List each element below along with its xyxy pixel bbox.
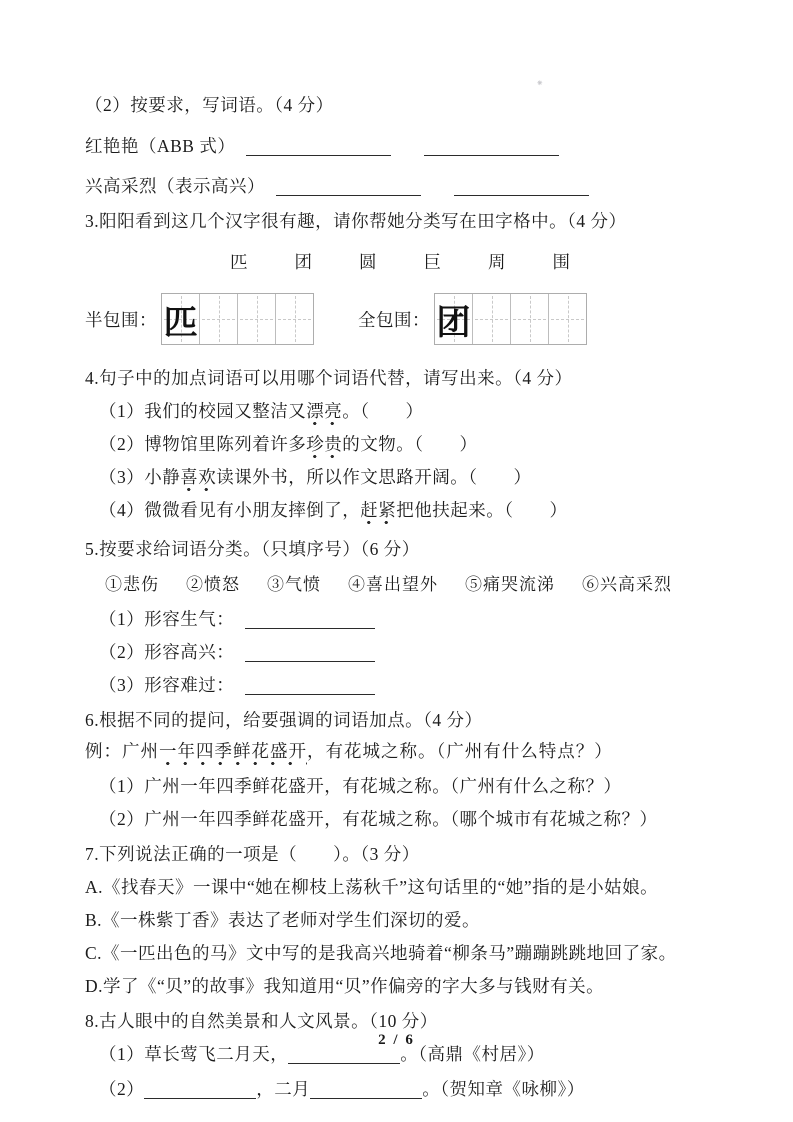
dotted-phrase: 一年四季鲜花盛开 bbox=[159, 741, 307, 761]
character: 圆 bbox=[359, 252, 377, 272]
abb-word-line bbox=[85, 134, 715, 159]
q7-option-b: B.《一株紫丁香》表达了老师对学生们深切的爱。 bbox=[85, 910, 481, 930]
character: 团 bbox=[294, 252, 312, 272]
q7-option-c: C.《一匹出色的马》文中写的是我高兴地骑着“柳条马”蹦蹦跳跳地回了家。 bbox=[85, 943, 677, 963]
q4-item: （1）我们的校园又整洁又漂亮。（ ） bbox=[99, 401, 424, 421]
q3-title: 3.阳阳看到这几个汉字很有趣，请你帮她分类写在田字格中。（4 分） bbox=[85, 211, 627, 231]
character: 周 bbox=[488, 252, 506, 272]
q4-title: 4.句子中的加点词语可以用哪个词语代替，请写出来。（4 分） bbox=[85, 368, 573, 388]
answer-blank bbox=[245, 647, 375, 662]
answer-blank bbox=[246, 141, 391, 156]
answer-blank bbox=[245, 680, 375, 695]
tianzige-cell bbox=[237, 294, 275, 344]
q5-item: （3）形容难过： bbox=[85, 673, 715, 698]
happy-label: 兴高采烈（表示高兴） bbox=[85, 176, 265, 196]
q8-item: （1）草长莺飞二月天， 。（高鼎《村居》） bbox=[99, 1044, 545, 1064]
q7-title: 7.下列说法正确的一项是（ ）。（3 分） bbox=[85, 844, 420, 864]
q4-item: （4）微微看见有小朋友摔倒了，赶紧把他扶起来。（ ） bbox=[99, 500, 568, 520]
tianzige-cell bbox=[548, 294, 586, 344]
semi-enclosed-label: 半包围： bbox=[85, 309, 157, 330]
answer-blank bbox=[424, 141, 559, 156]
q5-item: （2）形容高兴： bbox=[85, 640, 715, 665]
dotted-word: 珍贵 bbox=[306, 434, 343, 454]
dotted-word: 漂亮 bbox=[306, 401, 343, 421]
word-option: ⑤痛哭流涕 bbox=[465, 575, 555, 594]
q6-item: （1）广州一年四季鲜花盛开，有花城之称。（广州有什么之称？） bbox=[99, 776, 622, 796]
q8-item: （2） ，二月 。（贺知章《咏柳》） bbox=[99, 1079, 585, 1099]
tianzige-cell bbox=[162, 294, 199, 344]
tianzige-grid-full bbox=[434, 293, 587, 345]
happy-word-line bbox=[85, 174, 715, 199]
q8-title: 8.古人眼中的自然美景和人文风景。（10 分） bbox=[85, 1011, 438, 1031]
tianzige-grid-semi bbox=[161, 293, 314, 345]
word-option: ③气愤 bbox=[267, 575, 321, 594]
character: 围 bbox=[552, 252, 570, 272]
answer-blank bbox=[288, 1049, 400, 1064]
word-option: ④喜出望外 bbox=[348, 575, 438, 594]
word-option: ⑥兴高采烈 bbox=[582, 575, 672, 594]
written-character: 匹 bbox=[163, 304, 198, 342]
answer-blank bbox=[245, 614, 375, 629]
character: 巨 bbox=[423, 252, 441, 272]
tianzige-cell bbox=[275, 294, 313, 344]
word-option: ①悲伤 bbox=[105, 575, 159, 594]
tianzige-cell bbox=[510, 294, 548, 344]
answer-blank bbox=[454, 181, 589, 196]
q6-title: 6.根据不同的提问，给要强调的词语加点。（4 分） bbox=[85, 710, 483, 730]
q7-option-d: D.学了《“贝”的故事》我知道用“贝”作偏旁的字大多与钱财有关。 bbox=[85, 976, 605, 996]
q5-item: （1）形容生气： bbox=[85, 607, 715, 632]
q7-option-a: A.《找春天》一课中“她在柳枝上荡秋千”这句话里的“她”指的是小姑娘。 bbox=[85, 877, 659, 897]
character: 匹 bbox=[230, 252, 248, 272]
q6-example: 例：广州一年四季鲜花盛开，有花城之称。（广州有什么特点？） bbox=[85, 741, 613, 761]
abb-label: 红艳艳（ABB 式） bbox=[85, 136, 236, 156]
q4-item: （3）小静喜欢读课外书，所以作文思路开阔。（ ） bbox=[99, 467, 532, 487]
page-number: 2 / 6 bbox=[378, 1032, 415, 1048]
faint-mark: ⁕ bbox=[536, 78, 544, 88]
written-character: 团 bbox=[436, 304, 471, 342]
tianzige-cell bbox=[472, 294, 510, 344]
dotted-word: 喜欢 bbox=[180, 467, 217, 487]
tianzige-row bbox=[85, 292, 715, 346]
q5-title: 5.按要求给词语分类。（只填序号）（6 分） bbox=[85, 539, 420, 559]
dotted-word: 赶紧 bbox=[360, 500, 397, 520]
answer-blank bbox=[276, 181, 421, 196]
tianzige-cell bbox=[199, 294, 237, 344]
q6-item: （2）广州一年四季鲜花盛开，有花城之称。（哪个城市有花城之称？） bbox=[99, 809, 658, 829]
answer-blank bbox=[144, 1084, 256, 1099]
q3-character-row bbox=[85, 249, 715, 274]
exam-page-content bbox=[85, 93, 715, 1102]
q5-word-bank bbox=[85, 570, 715, 595]
word-option: ②愤怒 bbox=[186, 575, 240, 594]
fully-enclosed-label: 全包围： bbox=[358, 309, 430, 330]
tianzige-cell bbox=[435, 294, 472, 344]
answer-blank bbox=[310, 1084, 422, 1099]
q2-sub2-title: （2）按要求，写词语。（4 分） bbox=[85, 95, 334, 115]
q4-item: （2）博物馆里陈列着许多珍贵的文物。（ ） bbox=[99, 434, 478, 454]
